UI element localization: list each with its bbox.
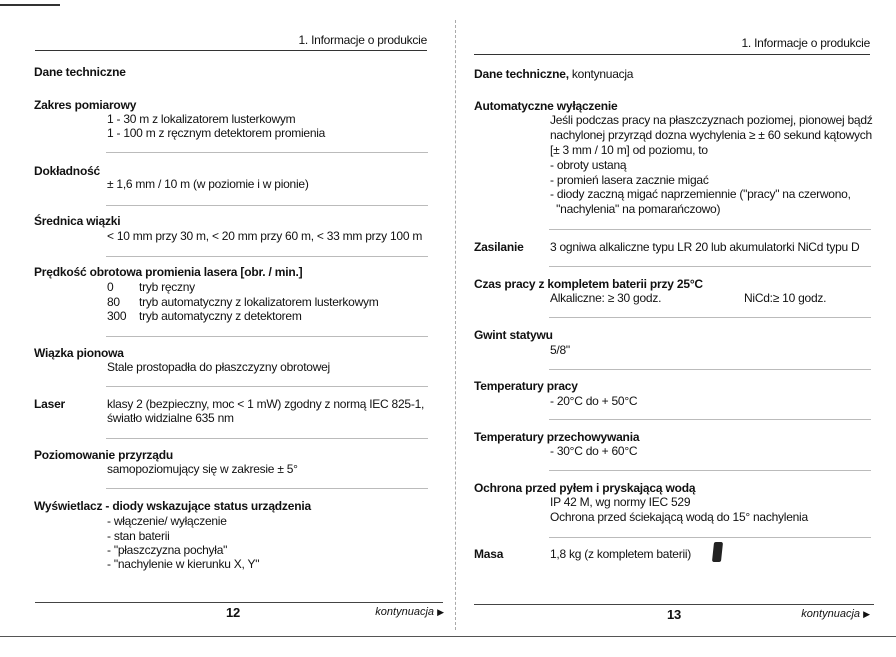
- wylaczenie-line: - promień lasera zacznie migać: [550, 173, 709, 187]
- gwint-value: 5/8": [550, 343, 570, 357]
- right-section-title: [474, 68, 633, 80]
- rule-predkosc: [106, 336, 428, 337]
- poziomowanie-value: samopoziomujący się w zakresie ± 5°: [107, 462, 298, 476]
- left-header-rule: [35, 50, 427, 51]
- temp-przech-value: - 30°C do + 60°C: [550, 444, 638, 458]
- wyswietlacz-item: - włączenie/ wyłączenie: [107, 514, 227, 528]
- wyswietlacz-item: - "płaszczyzna pochyła": [107, 543, 228, 557]
- dokladnosc-value: ± 1,6 mm / 10 m (w poziomie i w pionie): [107, 177, 309, 191]
- predkosc-text-2: tryb automatyczny z detektorem: [139, 309, 302, 323]
- predkosc-num-1: 80: [107, 295, 120, 309]
- ochrona-line2: Ochrona przed ściekającą wodą do 15° nachylenia: [550, 510, 808, 524]
- laser-line2: światło widzialne 635 nm: [107, 411, 234, 425]
- wylaczenie-line: - diody zaczną migać naprzemiennie ("pracy" na czerwono,: [550, 187, 851, 201]
- zakres-line2: 1 - 100 m z ręcznym detektorem promienia: [107, 126, 326, 140]
- rule-temp-przech: [549, 470, 871, 471]
- left-continuation-label: kontynuacja: [375, 606, 435, 618]
- wyswietlacz-title: Wyświetlacz - diody wskazujące status urządzenia: [34, 499, 311, 513]
- poziomowanie-title: Poziomowanie przyrządu: [34, 448, 173, 462]
- left-section-title: Dane techniczne: [34, 65, 126, 79]
- laser-line1: klasy 2 (bezpieczny, moc < 1 mW) zgodny z normą IEC 825-1,: [107, 397, 425, 411]
- rule-dokladnosc: [106, 205, 428, 206]
- rule-wylaczenie: [549, 229, 871, 230]
- wiazka-title: Wiązka pionowa: [34, 346, 124, 360]
- scan-edge-bottom: [0, 636, 896, 637]
- right-continuation-label: kontynuacja: [801, 608, 861, 620]
- right-running-header: 1. Informacje o produkcie: [741, 36, 870, 50]
- scan-edge-top: [0, 4, 60, 6]
- left-running-header: 1. Informacje o produkcie: [298, 33, 427, 47]
- right-section-title-rest: kontynuacja: [568, 67, 634, 81]
- wylaczenie-line: [± 3 mm / 10 m] od poziomu, to: [550, 143, 708, 157]
- right-continuation: [801, 609, 870, 620]
- predkosc-text-1: tryb automatyczny z lokalizatorem lusterkowym: [139, 295, 379, 309]
- zasilanie-value: 3 ogniwa alkaliczne typu LR 20 lub akumulatorki NiCd typu D: [550, 240, 860, 254]
- rule-czas-pracy: [549, 317, 871, 318]
- predkosc-text-0: tryb ręczny: [139, 280, 195, 294]
- temp-pracy-title: Temperatury pracy: [474, 379, 578, 393]
- left-footer-rule: [35, 602, 443, 603]
- right-footer-rule: [474, 604, 874, 605]
- ink-smudge: [712, 542, 723, 562]
- zakres-title: Zakres pomiarowy: [34, 98, 137, 112]
- wylaczenie-line: - obroty ustaną: [550, 158, 627, 172]
- srednica-title: Średnica wiązki: [34, 214, 121, 228]
- predkosc-num-2: 300: [107, 309, 127, 323]
- rule-zakres: [106, 152, 428, 153]
- predkosc-title: Prędkość obrotowa promienia lasera [obr. / min.]: [34, 265, 303, 279]
- ochrona-line1: IP 42 M, wg normy IEC 529: [550, 495, 691, 509]
- rule-temp-pracy: [549, 419, 871, 420]
- wyswietlacz-item: - stan baterii: [107, 529, 170, 543]
- rule-zasilanie: [549, 266, 871, 267]
- dokladnosc-title: Dokładność: [34, 164, 101, 178]
- wyswietlacz-item: - "nachylenie w kierunku X, Y": [107, 557, 260, 571]
- temp-pracy-value: - 20°C do + 50°C: [550, 394, 638, 408]
- czas-pracy-nicd: NiCd:≥ 10 godz.: [744, 291, 827, 305]
- rule-gwint: [549, 369, 871, 370]
- next-arrow-icon: ▶: [863, 609, 870, 619]
- right-section-title-bold: Dane techniczne,: [474, 67, 569, 81]
- zakres-line1: 1 - 30 m z lokalizatorem lusterkowym: [107, 112, 296, 126]
- wylaczenie-line: nachylonej przyrząd dozna wychylenia ≥ ± 60 sekund kątowych: [550, 128, 872, 142]
- rule-poziomowanie: [106, 488, 428, 489]
- right-header-rule: [474, 54, 870, 55]
- rule-laser: [106, 438, 428, 439]
- masa-value: 1,8 kg (z kompletem baterii): [550, 547, 692, 561]
- wylaczenie-line: Jeśli podczas pracy na płaszczyznach poziomej, pionowej bądź: [550, 113, 873, 127]
- czas-pracy-title: Czas pracy z kompletem baterii przy 25°C: [474, 277, 703, 291]
- rule-srednica: [106, 256, 428, 257]
- left-continuation: [375, 607, 444, 618]
- temp-przech-title: Temperatury przechowywania: [474, 430, 640, 444]
- srednica-value: < 10 mm przy 30 m, < 20 mm przy 60 m, < 33 mm przy 100 m: [107, 229, 423, 243]
- masa-title: Masa: [474, 547, 504, 561]
- right-page-number: 13: [667, 607, 682, 622]
- czas-pracy-alkaliczne: Alkaliczne: ≥ 30 godz.: [550, 291, 662, 305]
- wylaczenie-line: "nachylenia" na pomarańczowo): [550, 202, 721, 216]
- rule-wiazka: [106, 386, 428, 387]
- next-arrow-icon: ▶: [437, 607, 444, 617]
- page-fold: [455, 20, 456, 630]
- wylaczenie-title: Automatyczne wyłączenie: [474, 99, 618, 113]
- predkosc-num-0: 0: [107, 280, 114, 294]
- gwint-title: Gwint statywu: [474, 328, 553, 342]
- left-page-number: 12: [226, 605, 241, 620]
- rule-ochrona: [549, 537, 871, 538]
- laser-title: Laser: [34, 397, 66, 411]
- wiazka-value: Stale prostopadła do płaszczyzny obrotowej: [107, 360, 330, 374]
- zasilanie-title: Zasilanie: [474, 240, 524, 254]
- ochrona-title: Ochrona przed pyłem i pryskającą wodą: [474, 481, 696, 495]
